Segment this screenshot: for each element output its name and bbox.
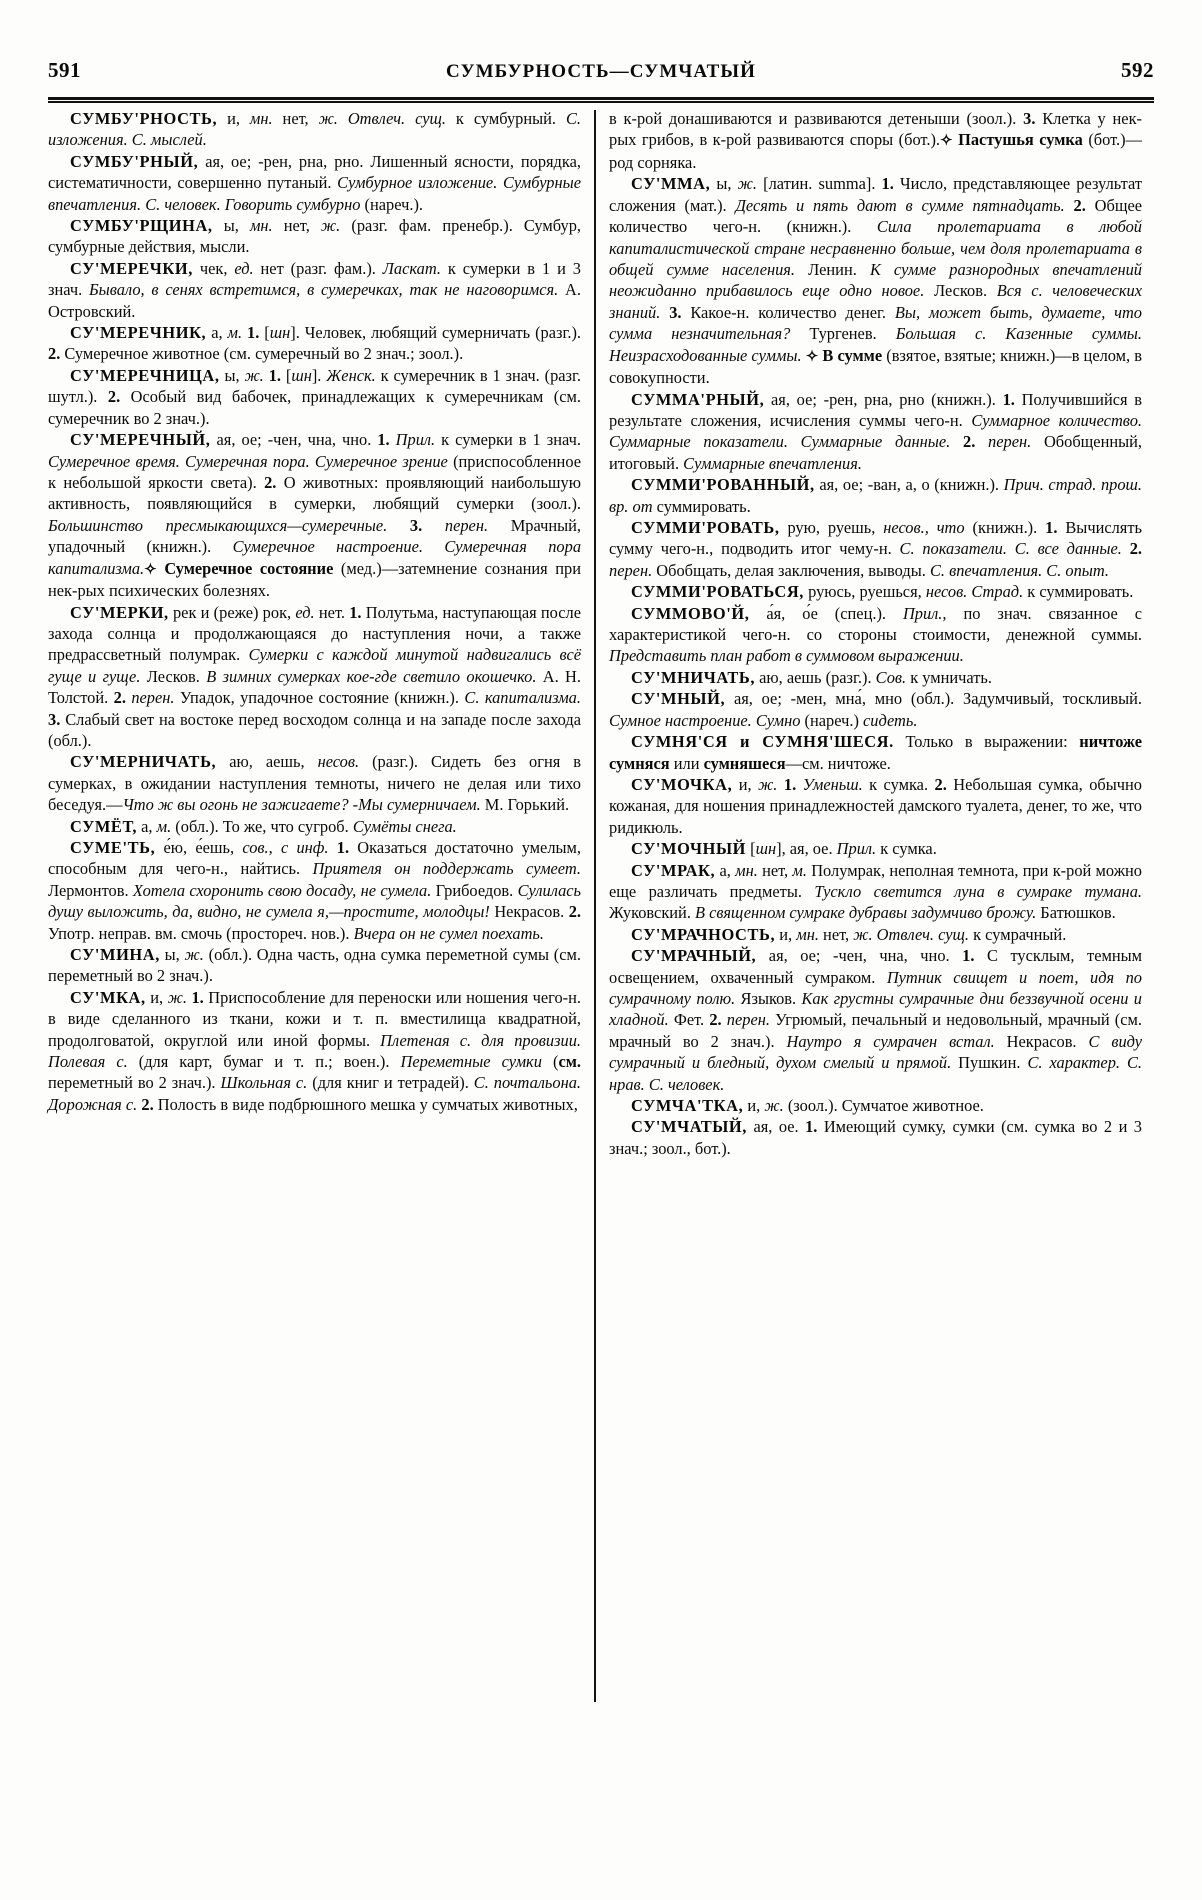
entry-body: ая, ое; -ван, а, о (книжн.). Прич. страд. прош. вр. от суммировать. <box>609 475 1142 516</box>
dictionary-entry <box>48 365 581 429</box>
entry-headword: СУ'МРАЧНЫЙ, <box>631 946 757 966</box>
dictionary-entry <box>609 1116 1142 1159</box>
columns-container <box>48 108 1154 1828</box>
entry-body: аю, аешь, несов. (разг.). Сидеть без огня в сумерках, в ожидании наступления темноты, ничего не делая или тихо беседуя.—Что ж вы огонь не зажигаете? -Мы сумерничаем. М. Горький. <box>48 752 581 815</box>
entry-body: и, ж. 1. Приспособление для переноски или ношения чего-н. в виде сделанного из ткани, кожи и т. п. вместилища квадратной, продолговатой, округлой или иной формы. Плетеная с. для провизии. Полевая с. (для карт, бумаг и т. п.; воен.). Переметные сумки (см. переметный во 2 знач.). Школьная с. (для книг и тетрадей). С. почтальона. Дорожная с. 2. Полость в виде подбрюшного мешка у сумчатых животных, <box>48 987 582 1114</box>
entry-body: рую, руешь, несов., что (книжн.). 1. Вычислять сумму чего-н., подводить итог чему-н. С. показатели. С. все данные. 2. перен. Обобщать, делая заключения, выводы. С. впечатления. С. опыт. <box>609 518 1143 580</box>
entry-body: ы, ж. 1. [шн]. Женск. к сумеречник в 1 знач. (разг. шутл.). 2. Особый вид бабочек, принадлежащих к сумеречникам (см. сумеречник во 2 знач.). <box>48 365 581 428</box>
entry-body: а, м. (обл.). То же, что сугроб. Сумёты снега. <box>137 816 457 836</box>
dictionary-entry <box>48 944 581 987</box>
entry-headword: СУМЧА'ТКА, <box>631 1096 744 1115</box>
folio-right: 592 <box>1121 58 1154 82</box>
entry-headword: СУ'ММА, <box>631 174 711 194</box>
dictionary-entry <box>48 987 581 1115</box>
dictionary-entry <box>609 474 1142 517</box>
dictionary-entry <box>48 258 581 322</box>
entry-headword: СУ'МКА, <box>70 987 146 1007</box>
entry-body: руюсь, руешься, несов. Страд. к суммировать. <box>804 582 1134 602</box>
entry-headword: СУ'МЕРЕЧНЫЙ, <box>70 430 211 450</box>
entry-headword: СУ'МНИЧАТЬ, <box>631 667 756 687</box>
entry-body: ая, ое; -рен, рна, рно. Лишенный ясности, порядка, систематичности, совершенно путаный. Сумбурное изложение. Сумбурные впечатления. С. человек. Говорить сумбурно (нареч.). <box>48 151 581 214</box>
entry-body: чек, ед. нет (разг. фам.). Ласкат. к сумерки в 1 и 3 знач. Бывало, в сенях встретимся, в сумеречках, так не наговоримся. А. Островский. <box>48 258 581 321</box>
entry-headword: СУМЁТ, <box>70 816 138 836</box>
dictionary-entry <box>48 602 581 752</box>
entry-body: ая, ое; -мен, мна́, мно (обл.). Задумчивый, тоскливый. Сумное настроение. Сумно (нареч.) сидеть. <box>609 689 1142 730</box>
dictionary-entry <box>609 1095 1142 1116</box>
dictionary-entry <box>48 215 581 258</box>
entry-headword: СУ'МОЧНЫЙ <box>631 839 747 859</box>
entry-body: в к-рой донашиваются и развиваются детеныши (зоол.). 3. Клетка у нек-рых грибов, в к-рой развиваются споры (бот.).✧ Пастушья сумка (бот.)—род сорняка. <box>609 109 1142 172</box>
entry-headword: СУ'МНЫЙ, <box>631 689 726 709</box>
dictionary-entry <box>48 429 581 601</box>
dictionary-entry <box>609 688 1142 731</box>
entry-body: Только в выражении: ничтоже сумняся или сумняшеся—см. ничтоже. <box>609 732 1142 773</box>
entry-headword: СУ'МЕРКИ, <box>70 602 169 622</box>
entry-headword: СУММИ'РОВАТЬСЯ, <box>631 582 804 602</box>
entry-body: рек и (реже) рок, ед. нет. 1. Полутьма, наступающая после захода солнца и продолжающаяся до наступления ночи, а также предрассветный полумрак. Сумерки с каждой минутой надвигались всё гуще и гуще. Лесков. В зимних сумерках кое-где светило окошечко. А. Н. Толстой. 2. перен. Упадок, упадочное состояние (книжн.). С. капитализма. 3. Слабый свет на востоке перед восходом солнца и на западе после захода (обл.). <box>48 602 581 750</box>
dictionary-entry <box>609 581 1142 602</box>
dictionary-entry <box>609 838 1142 859</box>
dictionary-entry <box>48 151 581 215</box>
entry-headword: СУММОВО'Й, <box>631 603 750 623</box>
entry-body: ы, мн. нет, ж. (разг. фам. пренебр.). Сумбур, сумбурные действия, мысли. <box>48 216 581 257</box>
entry-headword: СУ'МЕРНИЧАТЬ, <box>70 752 217 772</box>
entry-headword: СУ'МЕРЕЧНИЦА, <box>70 365 220 385</box>
entry-body: а, мн. нет, м. Полумрак, неполная темнота, при к-рой можно еще различать предметы. Тускло светится луна в сумраке тумана. Жуковский. В священном сумраке дубравы задумчиво брожу. Батюшков. <box>609 860 1142 923</box>
entry-headword: СУ'МЕРЕЧНИК, <box>70 323 207 343</box>
dictionary-entry <box>609 667 1142 688</box>
entry-continuation <box>609 108 1142 173</box>
dictionary-entry <box>609 389 1142 475</box>
dictionary-entry <box>609 945 1142 1095</box>
entry-headword: СУМЕ'ТЬ, <box>70 837 156 857</box>
running-head <box>48 58 1154 88</box>
entry-body: ая, ое; -рен, рна, рно (книжн.). 1. Получившийся в результате сложения, исчисления суммы чего-н. Суммарное количество. Суммарные показатели. Суммарные данные. 2. перен. Обобщенный, итоговый. Суммарные впечатления. <box>609 389 1142 473</box>
entry-body: е́ю, е́ешь, сов., с инф. 1. Оказаться достаточно умелым, способным для чего-н., найтись. Приятеля он поддержать сумеет. Лермонтов. Хотела схоронить свою досаду, не сумела. Грибоедов. Сулилась душу выложить, да, видно, не сумела я,—простите, молодцы! Некрасов. 2. Употр. неправ. вм. смочь (простореч. нов.). Вчера он не сумел поехать. <box>48 837 581 943</box>
entry-headword: СУМБУ'РЩИНА, <box>70 216 213 236</box>
left-column <box>48 108 594 1828</box>
dictionary-entry <box>48 751 581 815</box>
dictionary-entry <box>609 774 1142 838</box>
entry-headword: СУМБУ'РНЫЙ, <box>70 151 199 171</box>
dictionary-entry <box>48 322 581 365</box>
entry-headword: СУММИ'РОВАТЬ, <box>631 518 780 538</box>
dictionary-entry <box>609 860 1142 924</box>
header-rule <box>48 97 1154 103</box>
entry-body: и, ж. (зоол.). Сумчатое животное. <box>743 1096 984 1115</box>
folio-left: 591 <box>48 58 81 82</box>
entry-body: и, мн. нет, ж. Отвлеч. сущ. к сумрачный. <box>775 924 1067 944</box>
entry-headword: СУ'МОЧКА, <box>631 774 733 794</box>
dictionary-entry <box>609 173 1142 388</box>
dictionary-entry <box>48 837 581 944</box>
entry-headword: СУ'МРАК, <box>631 860 716 880</box>
running-title: СУМБУРНОСТЬ—СУМЧАТЫЙ <box>446 61 756 82</box>
entry-body: а, м. 1. [шн]. Человек, любящий сумерничать (разг.). 2. Сумеречное животное (см. сумеречный во 2 знач.; зоол.). <box>48 323 582 364</box>
dictionary-entry <box>609 731 1142 774</box>
entry-headword: СУ'МРАЧНОСТЬ, <box>631 924 776 944</box>
entry-body: ы, ж. (обл.). Одна часть, одна сумка переметной сумы (см. переметный во 2 знач.). <box>48 945 581 986</box>
entry-headword: СУММИ'РОВАННЫЙ, <box>631 475 815 495</box>
dictionary-entry <box>609 517 1142 581</box>
entry-body: а́я, о́е (спец.). Прил., по знач. связанное с характеристикой чего-н. со стороны стоимости, денежной суммы. Представить план работ в суммовом выражении. <box>609 603 1142 666</box>
dictionary-entry <box>609 603 1142 667</box>
entry-body: и, мн. нет, ж. Отвлеч. сущ. к сумбурный. С. изложения. С. мыслей. <box>48 109 581 150</box>
dictionary-entry <box>48 108 581 151</box>
entry-body: и, ж. 1. Уменьш. к сумка. 2. Небольшая сумка, обычно кожаная, для ношения принадлежностей дамского туалета, денег, то же, что ридикюль. <box>609 774 1142 837</box>
entry-body: ы, ж. [латин. summa]. 1. Число, представляющее результат сложения (мат.). Десять и пять дают в сумме пятнадцать. 2. Общее количество чего-н. (книжн.). Сила пролетариата в любой капиталистической стране несравненно больше, чем доля пролетариата в общей сумме населения. Ленин. К сумме разнородных впечатлений неожиданно прибавилось еще одно новое. Лесков. Вся с. человеческих знаний. 3. Какое-н. количество денег. Вы, может быть, думаете, что сумма незначительная? Тургенев. Большая с. Казенные суммы. Неизрасходованные суммы. ✧ В сумме (взятое, взятые; книжн.)—в целом, в совокупности. <box>609 174 1143 388</box>
dictionary-entry <box>609 924 1142 945</box>
entry-body: ая, ое. 1. Имеющий сумку, сумки (см. сумка во 2 и 3 знач.; зоол., бот.). <box>609 1117 1142 1158</box>
dictionary-entry <box>48 816 581 837</box>
entry-body: ая, ое; -чен, чна, чно. 1. Прил. к сумерки в 1 знач. Сумеречное время. Сумеречная пора. Сумеречное зрение (приспособленное к небольшой яркости света). 2. О животных: проявляющий наибольшую активность, появляющийся в сумерки, любящий сумерки (зоол.). Большинство пресмыкающихся—сумеречные. 3. перен. Мрачный, упадочный (книжн.). Сумеречное настроение. Сумеречная пора капитализма.✧ Сумеречное состояние (мед.)—затемнение сознания при нек-рых психических болезнях. <box>48 430 582 601</box>
entry-headword: СУМБУ'РНОСТЬ, <box>70 109 218 128</box>
entry-headword: СУ'МИНА, <box>70 945 160 964</box>
entry-headword: СУМНЯ'СЯ и СУМНЯ'ШЕСЯ. <box>631 732 894 752</box>
entry-headword: СУММА'РНЫЙ, <box>631 389 765 409</box>
entry-body: аю, аешь (разг.). Сов. к умничать. <box>755 667 992 687</box>
entry-headword: СУ'МЧАТЫЙ, <box>631 1117 747 1137</box>
right-column <box>596 108 1142 1828</box>
entry-body: [шн], ая, ое. Прил. к сумка. <box>746 839 937 859</box>
entry-body: ая, ое; -чен, чна, чно. 1. С тусклым, темным освещением, охваченный сумраком. Путник свищет и поет, идя по сумрачному полю. Языков. Как грустны сумрачные дни беззвучной осени и хладной. Фет. 2. перен. Угрюмый, печальный и недовольный, мрачный (см. мрачный во 2 знач.). Наутро я сумрачен встал. Некрасов. С виду сумрачный и бледный, духом смелый и прямой. Пушкин. С. характер. С. нрав. С. человек. <box>609 946 1143 1094</box>
entry-headword: СУ'МЕРЕЧКИ, <box>70 258 193 278</box>
